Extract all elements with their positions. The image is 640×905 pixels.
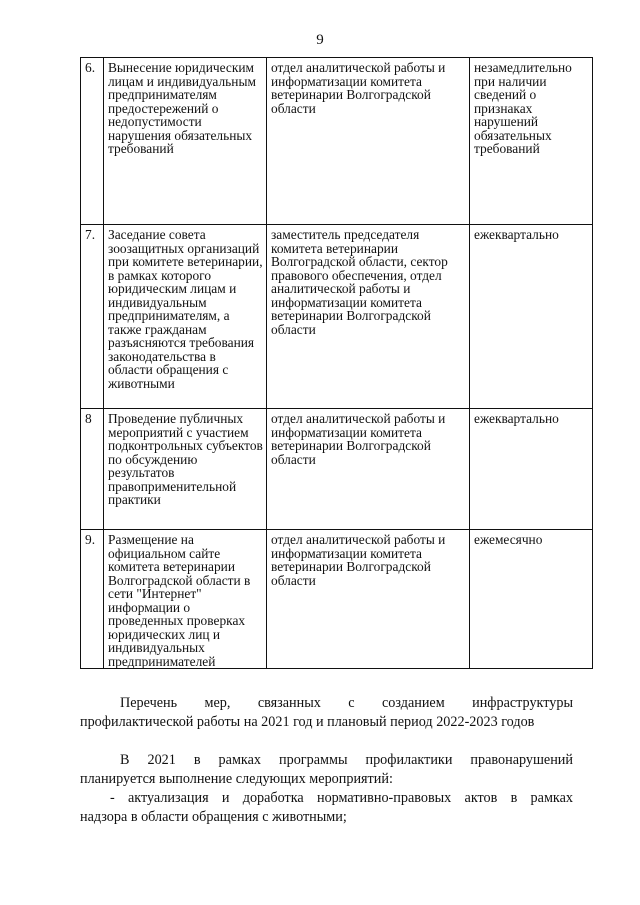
table-row: [81, 530, 593, 669]
measure-name: Проведение публичных мероприятий с участием подконтрольных субъектов по обсуждению результатов правоприменительной практики: [104, 409, 267, 530]
execution-term: ежеквартально: [470, 225, 593, 409]
responsible-unit: заместитель председателя комитета ветеринарии Волгоградской области, сектор правового обеспечения, отдел аналитической работы и информатизации комитета ветеринарии Волгоградской области: [267, 225, 470, 409]
row-number: 6.: [81, 58, 104, 225]
table-row: [81, 409, 593, 530]
bullet-line: - актуализация и доработка нормативно-правовых актов в рамках: [110, 790, 573, 806]
section-title: [80, 694, 573, 732]
section-title-line: Перечень мер, связанных с созданием инфраструктуры: [120, 695, 573, 711]
execution-term: ежемесячно: [470, 530, 593, 669]
responsible-unit: отдел аналитической работы и информатизации комитета ветеринарии Волгоградской области: [267, 530, 470, 669]
measure-name: Вынесение юридическим лицам и индивидуальным предпринимателям предостережений о недопустимости нарушения обязательных требований: [104, 58, 267, 225]
measure-name: Заседание совета зоозащитных организаций при комитете ветеринарии, в рамках которого юридическим лицам и индивидуальным предпринимателям, а также гражданам разъясняются требования законодательства в области обращения с животными: [104, 225, 267, 409]
table-row: [81, 58, 593, 225]
execution-term: ежеквартально: [470, 409, 593, 530]
responsible-unit: отдел аналитической работы и информатизации комитета ветеринарии Волгоградской области: [267, 58, 470, 225]
measure-name: Размещение на официальном сайте комитета ветеринарии Волгоградской области в сети "Интернет" информации о проведенных проверках юридических лиц и индивидуальных предпринимателей: [104, 530, 267, 669]
responsible-unit: отдел аналитической работы и информатизации комитета ветеринарии Волгоградской области: [267, 409, 470, 530]
row-number: 8: [81, 409, 104, 530]
row-number: 9.: [81, 530, 104, 669]
execution-term: незамедлительно при наличии сведений о признаках нарушений обязательных требований: [470, 58, 593, 225]
measures-table: [80, 57, 593, 669]
page-number: 9: [316, 32, 324, 48]
bullet-line: надзора в области обращения с животными;: [80, 809, 347, 825]
paragraph-line: В 2021 в рамках программы профилактики правонарушений: [120, 752, 573, 768]
paragraph-line: планируется выполнение следующих мероприятий:: [80, 771, 393, 787]
section-title-line: профилактической работы на 2021 год и плановый период 2022-2023 годов: [80, 714, 535, 730]
body-text: [80, 751, 573, 827]
table-row: [81, 225, 593, 409]
row-number: 7.: [81, 225, 104, 409]
